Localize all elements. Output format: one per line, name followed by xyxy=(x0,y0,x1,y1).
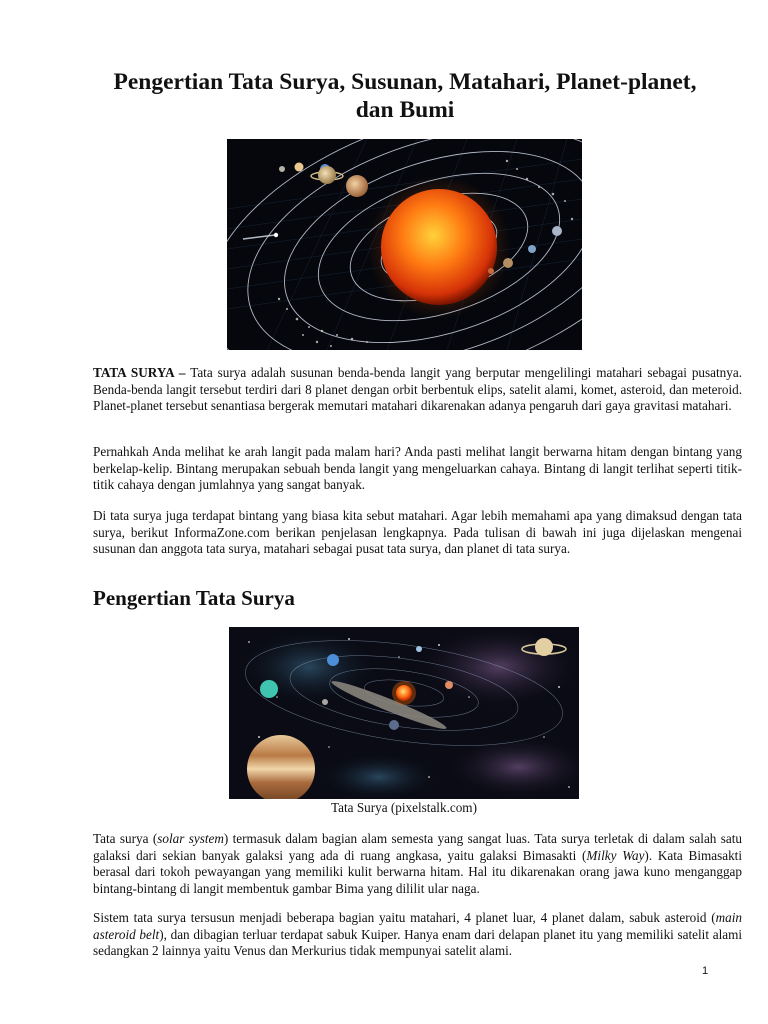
p4-italic-solar-system: solar system xyxy=(157,831,224,846)
solar-system-image xyxy=(227,139,582,350)
paragraph-2: Pernahkah Anda melihat ke arah langit pada malam hari? Anda pasti melihat langit berwarna hitam dengan bintang yang berkelap-kelip. Bintang merupakan sebuah benda langit yang mengeluarkan cahaya. Bintang di langit terlihat seperti titik-titik cahaya dengan jumlahnya yang sangat banyak. xyxy=(93,444,742,493)
solar-system-space-image xyxy=(229,627,579,799)
page-number: 1 xyxy=(702,965,709,977)
section-heading: Pengertian Tata Surya xyxy=(93,586,295,610)
document-title: Pengertian Tata Surya, Susunan, Matahari, Planet-planet, dan Bumi xyxy=(113,69,697,123)
p4-text-a: Tata surya ( xyxy=(93,831,158,846)
figure-caption: Tata Surya (pixelstalk.com) xyxy=(331,800,477,815)
paragraph-4 xyxy=(93,831,742,897)
paragraph-3: Di tata surya juga terdapat bintang yang biasa kita sebut matahari. Agar lebih memahami apa yang dimaksud dengan tata surya, berikut InformaZone.com berikan penjelasan lengkapnya. Pada tulisan di bawah ini juga dijelaskan mengenai susunan dan anggota tata surya, matahari sebagai pusat tata surya, dan planet di tata surya. xyxy=(93,508,742,557)
intro-text: Tata surya adalah susunan benda-benda langit yang berputar mengelilingi matahari sebagai pusatnya. Benda-benda langit tersebut terdiri dari 8 planet dengan orbit berbentuk elips, satelit alami, komet, asteroid, dan meteroid. Planet-planet tersebut senantiasa bergerak memutari matahari dikarenakan adanya pengaruh dari gaya gravitasi matahari. xyxy=(93,365,742,414)
intro-paragraph xyxy=(93,365,742,415)
paragraph-5 xyxy=(93,910,742,960)
p4-text-c: ) termasuk dalam bagian alam semesta yang sangat luas. Tata surya terletak di dalam salah satu galaksi dari sekian banyak galaksi yang ada di ruang angkasa, yaitu galaksi Bimasakti ( xyxy=(93,831,743,863)
p4-italic-milky-way: Milky Way xyxy=(586,847,645,863)
p4-text-e: ). Kata Bimasakti berasal dari tokoh pewayangan yang memiliki kulit berwarna hitam. Hal itu dikarenakan orang jawa kuno menganggap bintang-bintang di langit membentuk gambar Bima yang dililit ular naga. xyxy=(93,847,742,896)
p5-text-c: ), dan dibagian terluar terdapat sabuk Kuiper. Hanya enam dari delapan planet itu yang memiliki satelit alami sedangkan 2 lainnya yaitu Venus dan Merkurius tidak mempunyai satelit alami. xyxy=(93,926,743,959)
intro-lead: TATA SURYA – xyxy=(93,365,186,380)
p5-text-a: Sistem tata surya tersusun menjadi beberapa bagian yaitu matahari, 4 planet luar, 4 planet dalam, sabuk asteroid ( xyxy=(93,910,716,925)
p5-italic-asteroid-belt: main asteroid belt xyxy=(93,910,742,942)
